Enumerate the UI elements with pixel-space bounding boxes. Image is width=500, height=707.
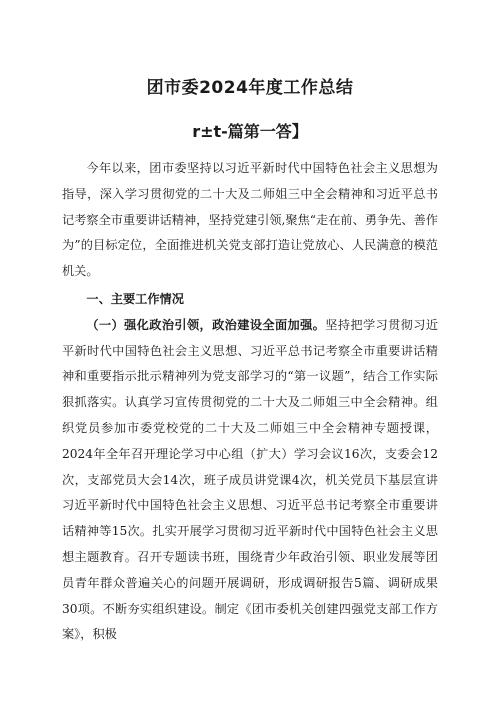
document-body (62, 156, 438, 648)
subsection-body-text: 坚持把学习贯彻习近平新时代中国特色社会主义思想、习近平总书记考察全市重要讲话精神和重要指示批示精神列为党支部学习的“第一议题”，结合工作实际狠抓落实。认真学习宣传贯彻党的二十大及二师姐三中全会精神。组织党员参加市委党校党的二十大及二师姐三中全会精神专题授课，2024年全年召开理论学习中心组（扩大）学习会议16次，支委会12次，支部党员大会14次，班子成员讲党课4次，机关党员下基层宣讲习近平新时代中国特色社会主义思想、习近平总书记考察全市重要讲话精神等15次。扎实开展学习贯彻习近平新时代中国特色社会主义思想主题教育。召开专题读书班，围绕青少年政治引领、职业发展等团员青年群众普遍关心的问题开展调研，形成调研报告5篇、调研成果30项。不断夯实组织建设。制定《团市委机关创建四强党支部工作方案》，积极 (62, 317, 439, 642)
intro-paragraph: 今年以来，团市委坚持以习近平新时代中国特色社会主义思想为指导，深入学习贯彻党的二十大及二师姐三中全会精神和习近平总书记考察全市重要讲话精神，坚持党建引领,聚焦“走在前、勇争先、善作为”的目标定位，全面推进机关党支部打造让党放心、人民满意的模范机关。 (62, 161, 438, 279)
subsection-heading-political-guidance: （一）强化政治引领，政治建设全面加强。 (86, 317, 326, 332)
document-title: 团市委2024年度工作总结 (146, 78, 354, 98)
document-subtitle: r±t-篇第一答】 (192, 122, 308, 141)
subsection-paragraph-political-guidance (62, 313, 438, 648)
section-heading-main-work: 一、主要工作情况 (86, 291, 184, 306)
